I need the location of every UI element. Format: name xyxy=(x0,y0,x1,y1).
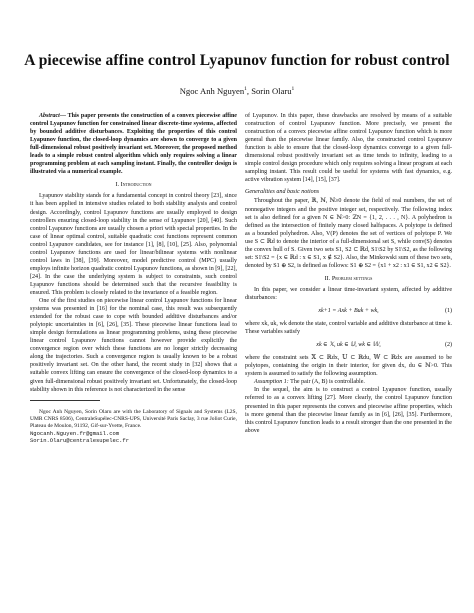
author-1-affiliation: 1 xyxy=(244,86,247,93)
author-line xyxy=(0,86,474,96)
subsection-heading: Generalities and basic notions xyxy=(245,189,320,196)
abstract-label: Abstract xyxy=(39,113,60,119)
paragraph: where the constraint sets 𝕏 ⊂ ℝdx, 𝕌 ⊂ ℝdu, 𝕎 ⊂ ℝdx are assumed to be polytopes, containing the origin in their interior, for given dx, du ∈ ℕ>0. This system is assumed to satisfy the following assumption. xyxy=(245,355,452,378)
paragraph: Lyapunov stability stands for a fundamental concept in control theory [23], since it has been applied in intensive studies related to both stability analysis and control design. Accordingly, control Lyapunov functions are usually employed to design controllers ensuring closed-loop stability in the sense of Lyapunov [20], [40]. Such control Lyapunov functions are usually chosen a priori with special properties. In the case of linear optimal control, suitable quadratic cost functions represent common control Lyapunov candidates, see for instance [1], [8], [10], [25]. Also, polynomial control Lyapunov functions are used for linear/bilinear systems with nonlinear control laws in [38], [39]. Moreover, model predictive control (MPC) usually employs infinite horizon quadratic control Lyapunov functions, as shown in [9], [22], [24]. In the case the underlying system is subject to constraints, such control Lyapunov functions should be determined such that the recursive feasibility is ensured. This problem is closely related to the invariance of a feasible region. xyxy=(30,193,237,296)
paragraph: where xk, uk, wk denote the state, control variable and additive disturbance at time k. These variables satisfy xyxy=(245,321,452,336)
paragraph: In the sequel, the aim is to construct a control Lyapunov function, usually referred to as a convex lifting [27]. More clearly, the control Lyapunov function presented in this paper represents the convex and piecewise affine properties, which is more general than the piecewise linear family as in [6], [26], [35]. Furthermore, this control Lyapunov function leads to a result stronger than the one presented in the above xyxy=(245,387,452,434)
author-2: Sorin Olaru xyxy=(251,86,292,96)
assumption-1 xyxy=(245,378,452,386)
paragraph: In this paper, we consider a linear time-invariant system, affected by additive disturbances: xyxy=(245,286,452,301)
assumption-label: Assumption 1: xyxy=(254,379,289,386)
abstract-text: — This paper presents the construction of a convex piecewise affine control Lyapunov function for constrained linear discrete-time systems, affected by bounded additive disturbances. Exploiting the properties of this control Lyapunov function, the closed-loop dynamics are shown to converge to a given full-dimensional robust positively invariant set. Moreover, the proposed method leads to a simple robust control algorithm which only requires solving a linear programming problem at each sampling instant. Finally, the controller design is illustrated via a numerical example. xyxy=(30,113,237,176)
paragraph: Throughout the paper, ℝ, ℕ, ℕ≥0 denote the field of real numbers, the set of nonnegative integers and the positive integer set, respectively. The following index set is also defined for a given N ∈ ℕ>0: ℤN = {1, 2, . . . , N}. A polyhedron is defined as the intersection of finitely many closed halfspaces. A polytope is defined as a bounded polyhedron. Also, V(P) denotes the set of vertices of polytope P. We use S ⊂ ℝd to denote the interior of a full-dimensional set S, while conv(S) denotes the convex hull of S. Given two sets S1, S2 ⊂ ℝd, S1\S2 by S1\S2, as the following set: S1\S2 = {x ∈ ℝd : x ∈ S1, x ∉ S2}. Also, the Minkowski sum of these two sets, denoted by S1 ⊕ S2, is defined as follows: S1 ⊕ S2 = {x1 + x2 : x1 ∈ S1, x2 ∈ S2}. xyxy=(245,198,452,269)
equation-2 xyxy=(245,341,452,349)
left-column xyxy=(30,112,237,444)
author-separator: , xyxy=(246,86,252,96)
footnote xyxy=(30,409,237,444)
equation-1-number: (1) xyxy=(444,308,452,315)
footnote-text: Ngoc Anh Nguyen, Sorin Olaru are with the Laboratory of Signals and Systems (L2S, UMR CNRS 8506), CentraleSupélec-CNRS-UPS, Université Paris Saclay, 3 rue Joliot Curie, Plateau de Moulon, 91192, Gif-sur-Yvette, France. xyxy=(30,408,237,429)
equation-1-body: xk+1 = Axk + Buk + wk, xyxy=(318,308,379,315)
email-2: Sorin.Olaru@centralesupelec.fr xyxy=(30,436,130,444)
paragraph: of Lyapunov. In this paper, these drawbacks are resolved by means of a suitable construction of control Lyapunov function. More precisely, we present the construction of a convex piecewise affine control Lyapunov function which is more general than the piecewise linear family. Also, the constructed control Lyapunov function is able to ensure that the closed-loop dynamics converge to a given full-dimensional robust positively invariant set as time tends to infinity, leading to a simple control design procedure which only requires solving a linear program at each sampling instant. This result could be useful for systems with fast dynamics, e.g. active vibration system [14], [15], [37]. xyxy=(245,113,452,184)
footnote-rule xyxy=(30,400,100,401)
author-2-affiliation: 1 xyxy=(291,86,295,93)
author-1: Ngoc Anh Nguyen xyxy=(179,86,245,96)
paper-title: A piecewise affine control Lyapunov function for robust control xyxy=(24,52,450,69)
section-heading-problem-settings: II. Problem settings xyxy=(324,274,373,282)
email-1: Ngocanh.Nguyen.fr@gmail.com xyxy=(30,429,120,437)
equation-2-body: xk ∈ 𝕏, uk ∈ 𝕌, wk ∈ 𝕎, xyxy=(316,342,381,349)
section-heading-introduction: I. Introduction xyxy=(115,181,152,189)
equation-2-number: (2) xyxy=(444,342,452,349)
right-column xyxy=(245,112,452,435)
equation-1 xyxy=(245,307,452,315)
assumption-text: The pair (A, B) is controllable. xyxy=(288,379,365,386)
abstract xyxy=(30,112,237,176)
paragraph: One of the first studies on piecewise linear control Lyapunov functions for linear systems was presented in [16] for the nominal case, this result was subsequently extended for the robust case to cope with bounded additive disturbances and/or polytopic uncertainties in [6], [26], [35]. These piecewise linear functions lead to simple design formulations as linear programming problems, using these piecewise linear control Lyapunov functions cannot however provide explicitly the convergence region over which these functions are no longer strictly decreasing along the trajectories. Such a convergence region is usually known to be a robust positively invariant set. On the other hand, the recent study in [32] shows that a suitable convex lifting can ensure the convergence of the closed-loop dynamics to a given full-dimensional robust positively invariant set. Unfortunately, the closed-loop stability shown in this reference is not characterized in the sense xyxy=(30,298,237,393)
